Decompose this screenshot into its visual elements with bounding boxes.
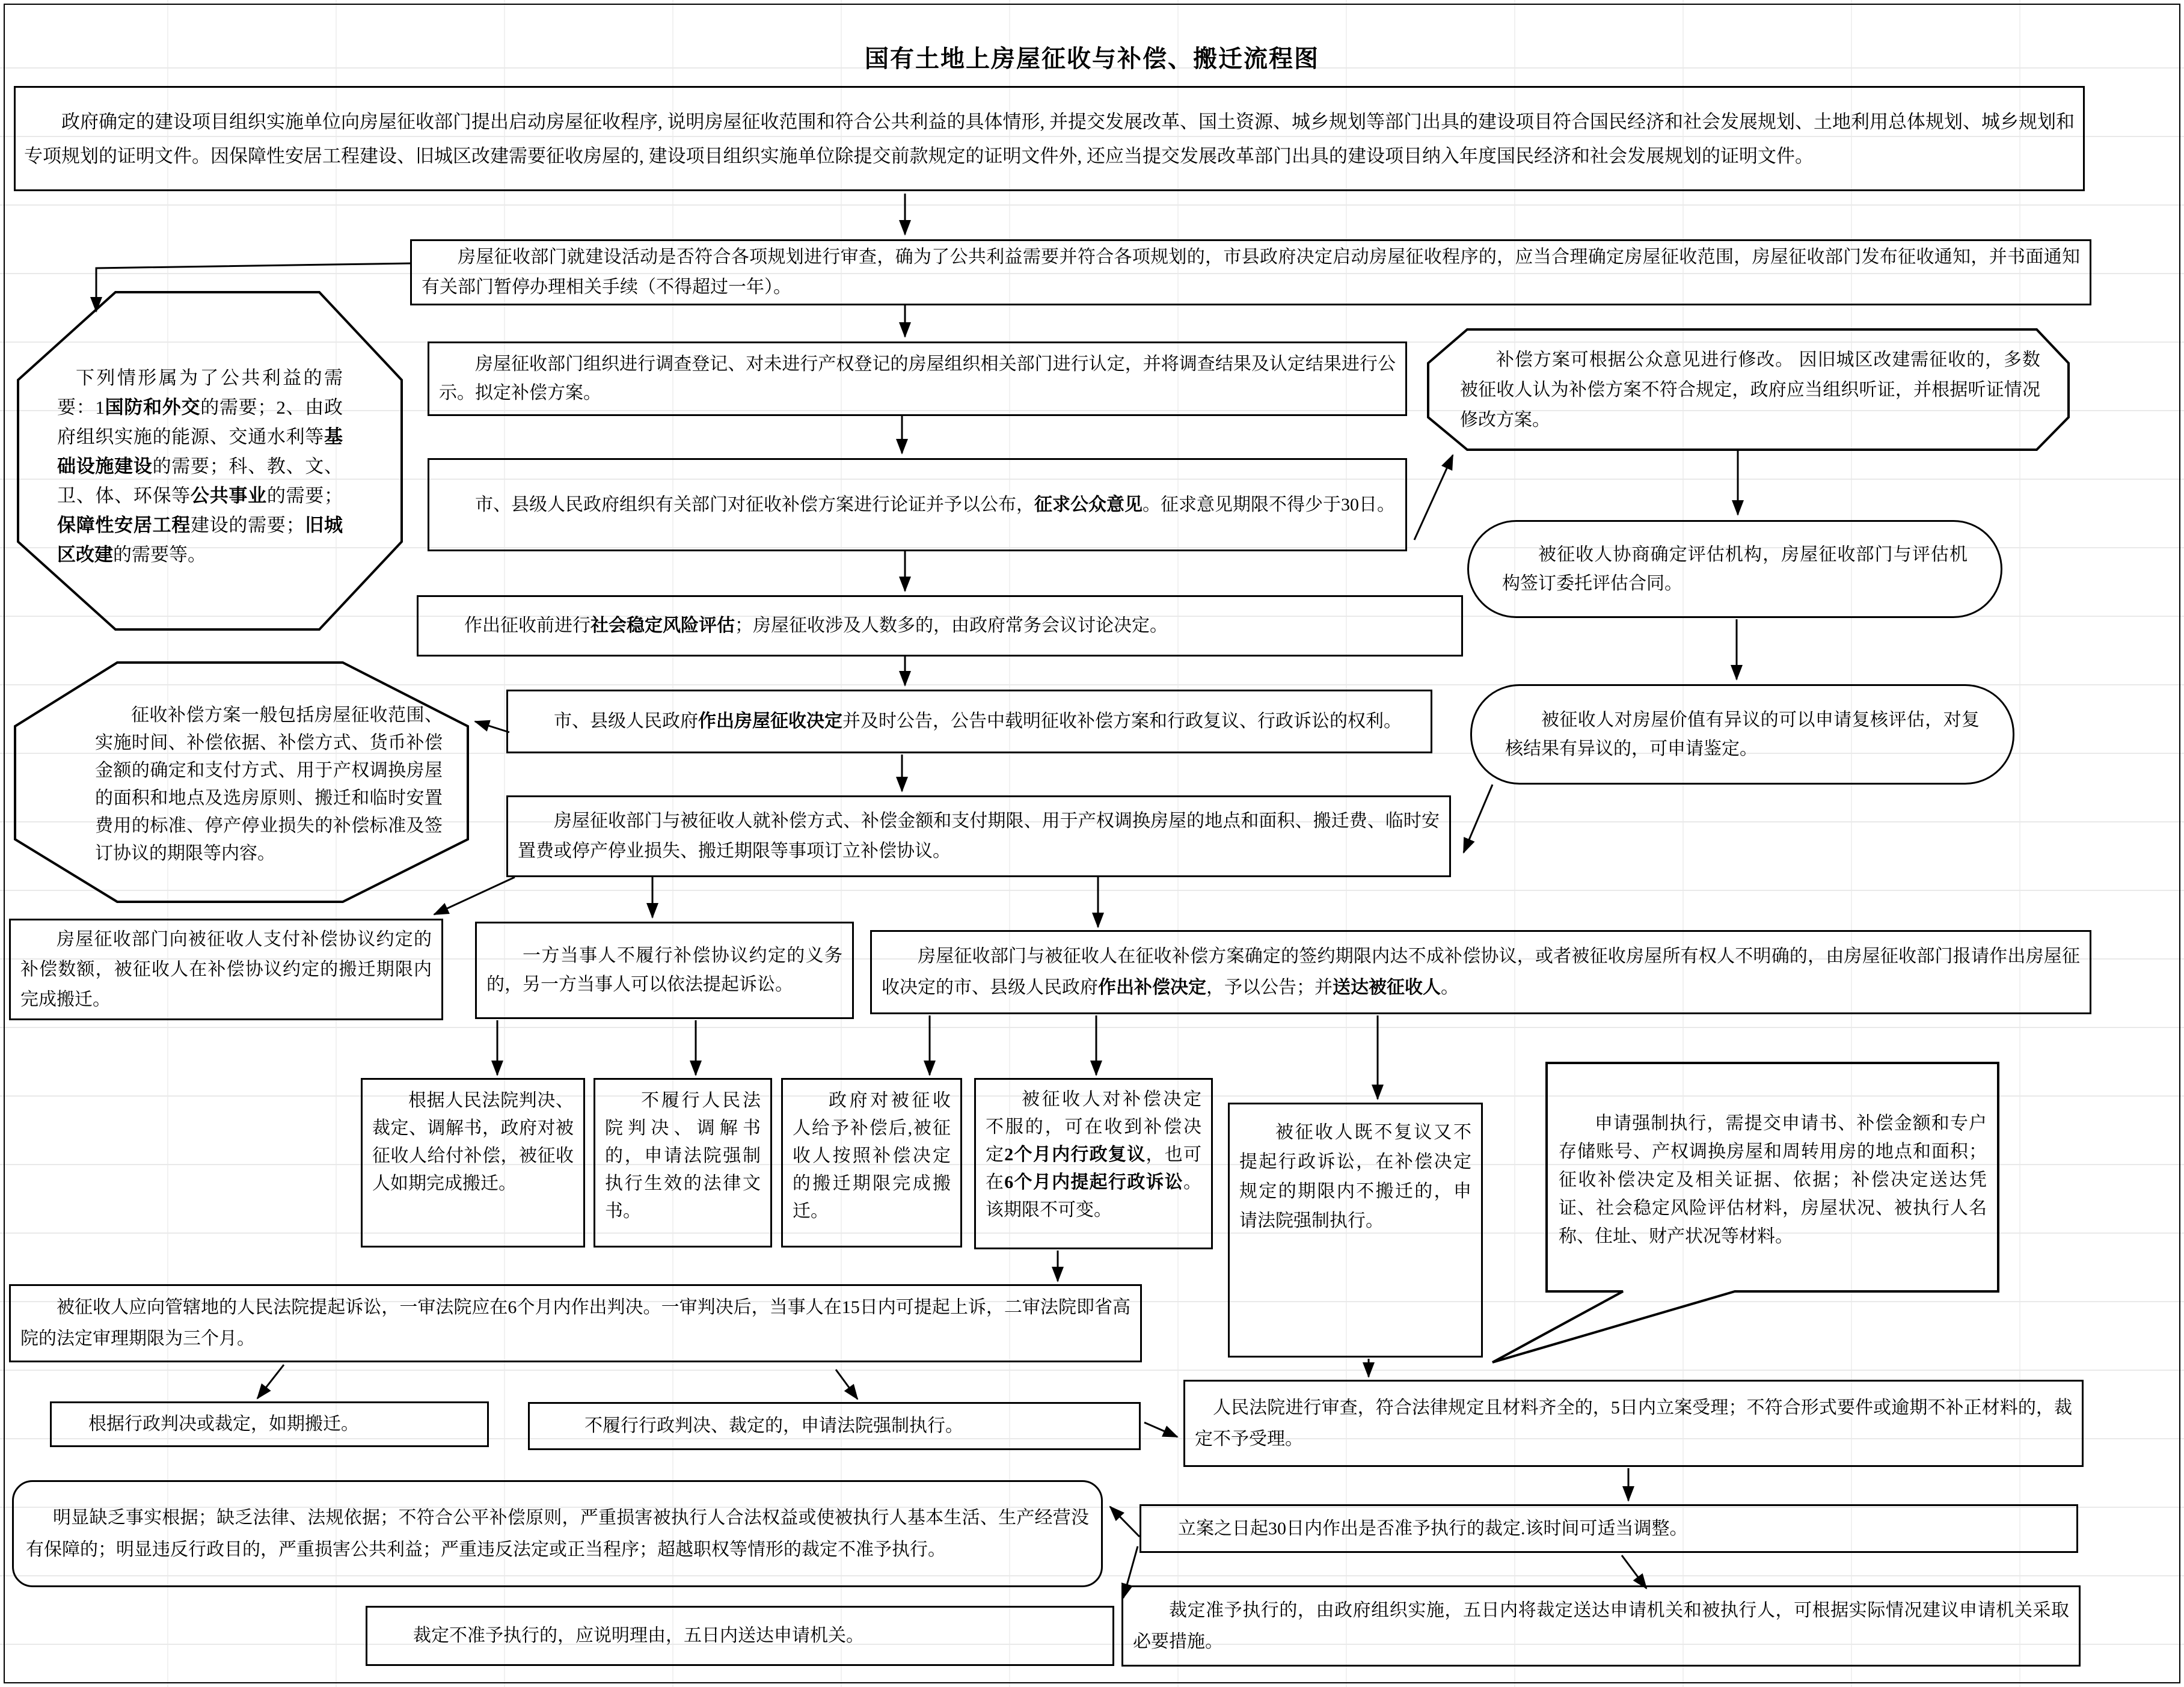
court-enforcement-docs-text: 不履行人民法院判决、调解书的，申请法院强制执行生效的法律文书。 [605,1091,761,1221]
ruling-denial-box [366,1606,1114,1666]
planning-review-text: 房屋征收部门就建设活动是否符合各项规划进行审查，确为了公共利益需要并符合各项规划的，市县政府决定启动房屋征收程序的，应当合理确定房屋征收范围，房屋征收部门发布征收通知，并书面通知有关部门暂停办理相关手续（不得超过一年）。 [422,247,2080,297]
plan-contents-octagon [95,676,443,893]
ruling-deadline-box [1140,1504,2078,1553]
payment-relocation-text: 房屋征收部门向被征收人支付补偿协议约定的补偿数额，被征收人在补偿协议约定的搬迁期限内完成搬迁。 [20,929,432,1009]
public-interest-text: 下列情形属为了公共利益的需要：1国防和外交的需要；2、由政府组织实施的能源、交通水利等基础设施建设的需要；科、教、文、卫、体、环保等公共事业的需要；保障性安居工程建设的需要；旧城区改建的需要等。 [57,367,343,565]
compensation-decision-text: 房屋征收部门与被征收人在征收补偿方案确定的签约期限内达不成补偿协议，或者被征收房屋所有权人不明确的，由房屋征收部门报请作出房屋征收决定的市、县级人民政府作出补偿决定，予以公告；并送达被征收人。 [882,946,2080,997]
court-judgment-relocation-text: 根据人民法院判决、裁定、调解书，政府对被征收人给付补偿，被征收人如期完成搬迁。 [372,1091,574,1193]
reconsideration-litigation-text: 被征收人对补偿决定不服的，可在收到补偿决定2个月内行政复议，也可在6个月内提起行政诉讼。该期限不可变。 [986,1089,1202,1220]
plan-publication-box [428,458,1407,551]
expropriation-decision-box [506,690,1432,753]
survey-registration-text: 房屋征收部门组织进行调查登记、对未进行产权登记的房屋组织相关部门进行认定，并将调查结果及认定结果进行公示。拟定补偿方案。 [439,354,1396,403]
court-enforcement-docs-box [594,1078,772,1248]
forced-execution-text: 被征收人既不复议又不提起行政诉讼，在补偿决定规定的期限内不搬迁的，申请法院强制执行。 [1239,1122,1471,1231]
compensation-decision-box [870,930,2091,1014]
ruling-approval-text: 裁定准予执行的，由政府组织实施，五日内将裁定送达申请机关和被执行人，可根据实际情况建议申请机关采取必要措施。 [1133,1600,2069,1652]
public-interest-octagon [57,328,343,604]
ruling-approval-box [1121,1585,2081,1667]
compensation-agreement-text: 房屋征收部门与被征收人就补偿方式、补偿金额和支付期限、用于产权调换房屋的地点和面积、搬迁费、临时安置费或停产停业损失、搬迁期限等事项订立补偿协议。 [518,811,1440,861]
expropriation-decision-text: 市、县级人民政府作出房屋征收决定并及时公告，公告中载明征收补偿方案和行政复议、行政诉讼的权利。 [554,711,1402,731]
enforce-judgment-box [528,1402,1141,1450]
lawsuit-box [9,1284,1142,1362]
breach-lawsuit-text: 一方当事人不履行补偿协议约定的义务的，另一方当事人可以依法提起诉讼。 [486,946,842,994]
execution-materials-callout [1559,1071,1987,1288]
compensation-agreement-box [506,795,1451,877]
lawsuit-text: 被征收人应向管辖地的人民法院提起诉讼，一审法院应在6个月内作出判决。一审判决后，当事人在15日内可提起上诉，二审法院即省高院的法定审理期限为三个月。 [20,1297,1130,1349]
risk-assessment-text: 作出征收前进行社会稳定风险评估；房屋征收涉及人数多的，由政府常务会议讨论决定。 [464,616,1168,635]
survey-registration-box [428,341,1407,416]
risk-assessment-box [417,595,1463,657]
forced-execution-box [1228,1103,1483,1358]
court-review-text: 人民法院进行审查，符合法律规定且材料齐全的，5日内立案受理；不符合形式要件或逾期不补正材料的，裁定不予受理。 [1195,1397,2072,1449]
plan-contents-text: 征收补偿方案一般包括房屋征收范围、实施时间、补偿依据、补偿方式、货币补偿金额的确定和支付方式、用于产权调换房屋的面积和地点及选房原则、搬迁和临时安置费用的标准、停产停业损失的补偿标准及签订协议的期限等内容。 [95,705,443,863]
non-approval-criteria-box [12,1480,1103,1587]
enforce-judgment-text: 不履行行政判决、裁定的，申请法院强制执行。 [584,1416,963,1436]
relocate-after-compensation-box [781,1078,962,1248]
ruling-deadline-text: 立案之日起30日内作出是否准予执行的裁定.该时间可适当调整。 [1178,1518,1688,1539]
plan-revision-octagon [1460,340,2040,440]
appraisal-agency-ellipse [1467,520,2002,618]
payment-relocation-box [9,919,443,1020]
planning-review-box [410,239,2091,305]
value-objection-ellipse [1470,684,2014,785]
ruling-denial-text: 裁定不准予执行的，应说明理由，五日内送达申请机关。 [413,1626,864,1646]
intro-box [14,86,2085,191]
plan-revision-text: 补偿方案可根据公众意见进行修改。 因旧城区改建需征收的，多数被征收人认为补偿方案不符合规定，政府应当组织听证，并根据听证情况修改方案。 [1460,350,2040,430]
non-approval-criteria-text: 明显缺乏事实根据；缺乏法律、法规依据；不符合公平补偿原则，严重损害被执行人合法权益或使被执行人基本生活、生产经营没有保障的；明显违反行政目的，严重损害公共利益；严重违反法定或正当程序；超越职权等情形的裁定不准予执行。 [26,1508,1089,1560]
appraisal-agency-text: 被征收人协商确定评估机构，房屋征收部门与评估机构签订委托评估合同。 [1502,544,1968,593]
page-title: 国有土地上房屋征收与补偿、搬迁流程图 [865,45,1319,72]
court-judgment-relocation-box [361,1078,585,1248]
intro-text: 政府确定的建设项目组织实施单位向房屋征收部门提出启动房屋征收程序, 说明房屋征收范围和符合公共利益的具体情形, 并提交发展改革、国土资源、城乡规划等部门出具的建设项目符合国民经济和社会发展规划、土地利用总体规划、城乡规划和专项规划的证明文件。因保障性安居工程建设、旧城区改建需要征收房屋的, 建设项目组织实施单位除提交前款规定的证明文件外, 还应当提交发展改革部门出具的建设项目纳入年度国民经济和社会发展规划的证明文件。 [24,111,2075,167]
comply-judgment-box [50,1401,489,1447]
plan-publication-text: 市、县级人民政府组织有关部门对征收补偿方案进行论证并予以公布，征求公众意见。征求意见期限不得少于30日。 [475,494,1395,515]
value-objection-text: 被征收人对房屋价值有异议的可以申请复核评估，对复核结果有异议的，可申请鉴定。 [1505,709,1980,759]
reconsideration-litigation-box [974,1078,1213,1249]
execution-materials-text: 申请强制执行，需提交申请书、补偿金额和专户存储账号、产权调换房屋和周转用房的地点和面积；征收补偿决定及相关证据、依据；补偿决定送达凭证、社会稳定风险评估材料，房屋状况、被执行人名称、住址、财产状况等材料。 [1559,1113,1987,1246]
relocate-after-compensation-text: 政府对被征收人给予补偿后,被征收人按照补偿决定的搬迁期限完成搬迁。 [793,1091,951,1221]
breach-lawsuit-box [475,922,854,1019]
court-review-box [1183,1380,2084,1467]
comply-judgment-text: 根据行政判决或裁定，如期搬迁。 [88,1414,359,1434]
